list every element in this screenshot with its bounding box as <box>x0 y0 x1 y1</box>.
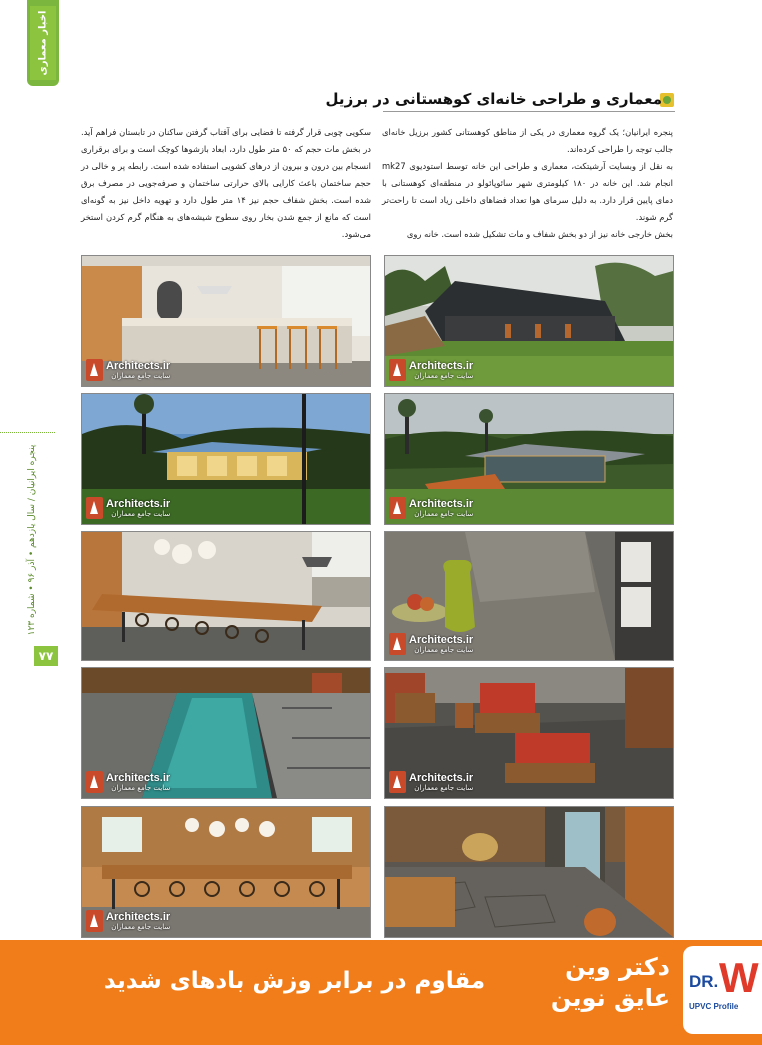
article-paragraph: به نقل از وبسایت آرشیتکت، معماری و طراحی این خانه توسط استودیوی mk27 انجام شد. این خانه در ۱۸۰ کیلومتری شهر سائوپائولو در منطقه‌ای کوهستانی با دمای پایین قرار دارد. به دلیل سرمای هوا تعداد فضاهای داخلی زیاد است تا راحت‌تر گرم شوند. <box>382 161 674 222</box>
section-tab-label: اخبار معماری <box>37 10 49 76</box>
article-column-right <box>382 124 673 243</box>
watermark-subtext: سایت جامع معماران <box>414 645 474 654</box>
architects-logo-icon <box>389 771 406 793</box>
logo-dr-text: DR. <box>689 972 719 991</box>
brand-line-2: عایق نوین <box>550 984 670 1012</box>
article-paragraph: سکویی چوبی قرار گرفته تا فضایی برای آفتاب گرفتن ساکنان در تابستان فراهم آید. در بخش مات حجم که ۵۰ متر طول دارد، ابعاد بازشوها کوچک است و برای برقراری انسجام بین درون و بیرون از درهای کشویی استفاده شده است. رابطه پر و خالی در حجم ساختمان باعث کارایی بالای حرارتی ساختمان و صرفه‌جویی در مصرف برق شده است. بخش شفاف حجم نیز ۱۴ متر طول دارد و تهویه داخل نیز به گونه‌ای است که مانع از جمع شدن بخار روی سطوح شیشه‌های به هنگام گرم کردن استخر می‌شود. <box>81 127 371 239</box>
issue-info <box>22 435 42 645</box>
photo-long-dining-table <box>81 806 371 938</box>
watermark <box>389 357 473 383</box>
watermark-subtext: سایت جامع معماران <box>111 922 171 931</box>
photo-exterior-dark-facade <box>384 255 674 387</box>
watermark <box>86 769 170 795</box>
page-number: ۷۷ <box>34 646 58 666</box>
article-column-left <box>81 124 371 243</box>
photo-vase-still-life <box>384 531 674 661</box>
watermark <box>389 769 473 795</box>
section-tab <box>27 0 59 86</box>
watermark-text: Architects.ir <box>106 359 171 372</box>
watermark-text: Architects.ir <box>106 771 171 784</box>
watermark-text: Architects.ir <box>409 497 474 510</box>
photo-kitchen-island <box>81 255 371 387</box>
watermark-subtext: سایت جامع معماران <box>111 783 171 792</box>
watermark-text: Architects.ir <box>409 633 474 646</box>
photo-stone-floor-interior <box>384 806 674 938</box>
watermark <box>86 495 170 521</box>
brand-logo <box>683 946 762 1034</box>
watermark-text: Architects.ir <box>409 771 474 784</box>
watermark-subtext: سایت جامع معماران <box>414 783 474 792</box>
photo-red-armchairs <box>384 667 674 799</box>
sidebar-divider <box>0 432 55 433</box>
title-bullet-icon <box>660 93 674 107</box>
interior-image <box>385 807 673 937</box>
footer-slogan: مقاوم در برابر وزش بادهای شدید <box>103 968 486 994</box>
article-title: معماری و طراحی خانه‌ای کوهستانی در برزیل <box>325 90 662 108</box>
article-paragraph: پنجره ایرانیان؛ یک گروه معماری در یکی از مناطق کوهستانی کشور برزیل خانه‌ای جالب توجه را طراحی کرده‌اند. <box>382 127 673 154</box>
architects-logo-icon <box>86 497 103 519</box>
watermark-subtext: سایت جامع معماران <box>414 371 474 380</box>
watermark-text: Architects.ir <box>409 359 474 372</box>
photo-dining-hall <box>81 531 371 661</box>
watermark <box>389 631 473 657</box>
footer-brand-name <box>520 952 670 1014</box>
photo-glass-pavilion-day <box>384 393 674 525</box>
watermark <box>389 495 473 521</box>
title-underline <box>383 111 675 112</box>
architects-logo-icon <box>86 771 103 793</box>
logo-subtitle: UPVC Profile <box>689 1002 739 1011</box>
watermark-subtext: سایت جامع معماران <box>414 509 474 518</box>
watermark <box>86 357 170 383</box>
logo-w-text: W <box>719 954 759 1001</box>
article-paragraph: بخش خارجی خانه نیز از دو بخش شفاف و مات تشکیل شده است. خانه روی <box>406 229 673 239</box>
watermark-subtext: سایت جامع معماران <box>111 371 171 380</box>
photo-indoor-pool <box>81 667 371 799</box>
watermark-subtext: سایت جامع معماران <box>111 509 171 518</box>
brand-line-1: دکتر وین <box>565 953 670 981</box>
watermark-text: Architects.ir <box>106 910 171 923</box>
architects-logo-icon <box>86 359 103 381</box>
architects-logo-icon <box>86 910 103 932</box>
photo-glass-pavilion-dusk <box>81 393 371 525</box>
dining-image <box>82 532 370 660</box>
architects-logo-icon <box>389 359 406 381</box>
architects-logo-icon <box>389 633 406 655</box>
architects-logo-icon <box>389 497 406 519</box>
watermark <box>86 908 170 934</box>
issue-info-text: پنجره ایرانیان / سال یازدهم • آذر ۹۶ • شماره ۱۲۳ <box>27 444 37 636</box>
watermark-text: Architects.ir <box>106 497 171 510</box>
